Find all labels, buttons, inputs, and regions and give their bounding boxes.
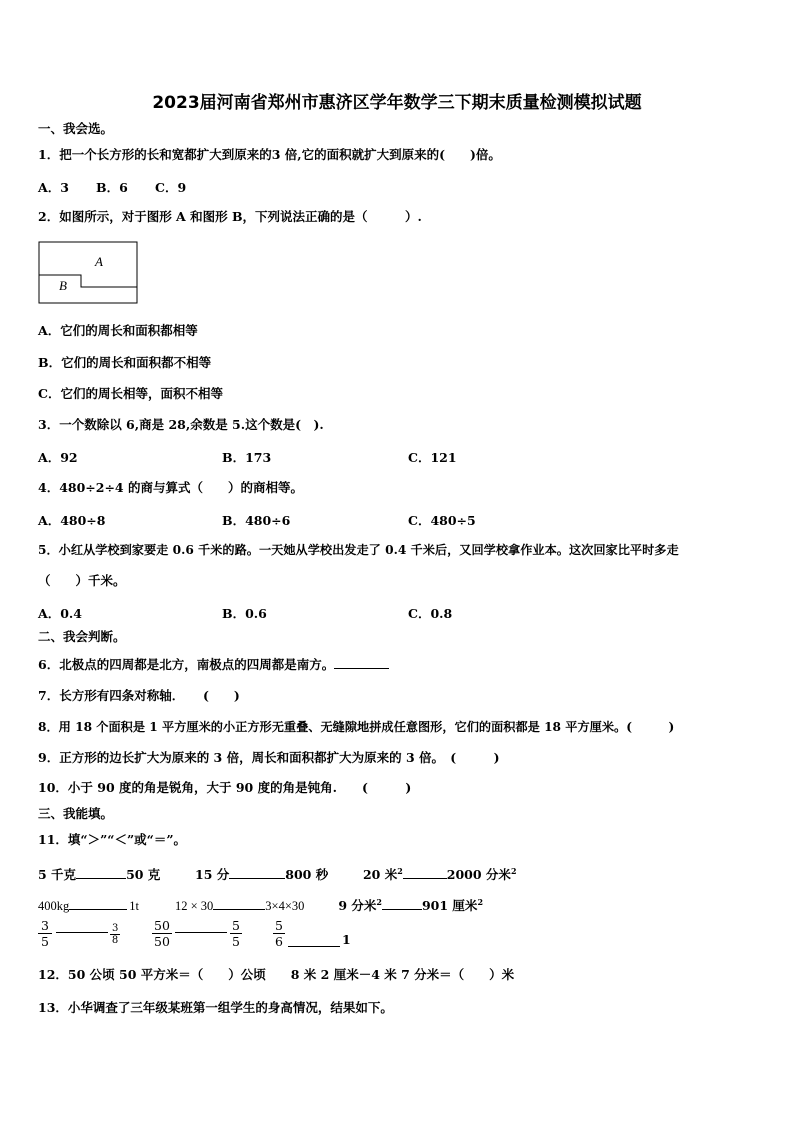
question-13: 13．小华调查了三年级某班第一组学生的身高情况，结果如下。: [38, 1000, 393, 1015]
q11-row-1: [38, 863, 517, 883]
fraction-denominator: 5: [41, 934, 49, 949]
page-title: 2023届河南省郑州市惠济区学年数学三下期末质量检测模拟试题: [152, 93, 642, 113]
q11-r3-b-blank[interactable]: [175, 931, 227, 933]
q11-r1-c-right-exp: 2: [510, 866, 517, 876]
q5-option-b: B．0.6: [222, 606, 267, 621]
question-6-text: 6．北极点的四周都是北方，南极点的四周都是南方。: [38, 657, 335, 672]
figure-label-b: B: [59, 278, 67, 293]
q11-r2-a-right: 1t: [129, 899, 139, 914]
q1-option-a: A．3: [38, 180, 69, 195]
question-5-line-1: 5．小红从学校到家要走 0.6 千米的路。一天她从学校出发走了 0.4 千米后，又回学校拿作业本。这次回家比平时多走: [38, 543, 679, 557]
q11-r1-a-right: 50 克: [126, 867, 161, 883]
question-8: 8．用 18 个面积是 1 平方厘米的小正方形无重叠、无缝隙地拼成任意图形，它们的面积都是 18 平方厘米。( ): [38, 720, 675, 734]
q11-r2-c-right-exp: 2: [477, 897, 484, 907]
q11-r1-c-left: 20 米: [362, 867, 398, 883]
question-5-line-2: （ ）千米。: [38, 573, 126, 588]
q11-r1-b-right: 800 秒: [285, 867, 329, 883]
q2-option-a: A．它们的周长和面积都相等: [38, 323, 198, 338]
fraction-denominator: 6: [275, 934, 283, 949]
fraction-numerator: 5: [230, 918, 242, 934]
fraction-5-6: [273, 918, 285, 949]
q5-option-c: C．0.8: [408, 606, 453, 621]
question-6: [38, 656, 389, 673]
q11-r2-a-left: 400kg: [38, 899, 70, 914]
q11-r2-b-blank[interactable]: [213, 897, 265, 910]
q11-r2-c-left-exp: 2: [376, 897, 382, 907]
fraction-denominator: 5: [232, 934, 240, 949]
q6-answer-blank[interactable]: [334, 656, 389, 669]
fraction-50-50: [152, 918, 172, 949]
question-2: 2．如图所示，对于图形 A 和图形 B，下列说法正确的是（ ）.: [38, 209, 422, 224]
fraction-denominator: 8: [111, 935, 119, 946]
q11-r2-a-blank[interactable]: [69, 897, 127, 910]
q11-r1-c-left-exp: 2: [397, 866, 403, 876]
question-3: 3．一个数除以 6,商是 28,余数是 5.这个数是( ).: [38, 417, 324, 432]
fraction-numerator: 50: [152, 918, 172, 934]
q11-r1-a-left: 5 千克: [38, 867, 77, 883]
q2-option-c: C．它们的周长相等，面积不相等: [38, 386, 223, 401]
section-2-heading: 二、我会判断。: [38, 629, 126, 644]
question-10: 10．小于 90 度的角是锐角，大于 90 度的角是钝角. ( ): [38, 780, 412, 795]
q1-option-c: C．9: [155, 180, 187, 195]
question-12: 12．50 公顷 50 平方米＝（ ）公顷 8 米 2 厘米－4 米 7 分米＝（ ）米: [38, 967, 515, 982]
q11-r2-c-blank[interactable]: [382, 897, 422, 910]
q4-option-c: C．480÷5: [408, 513, 476, 528]
q11-r2-b-right: 3×4×30: [265, 899, 305, 914]
question-9: 9．正方形的边长扩大为原来的 3 倍，周长和面积都扩大为原来的 3 倍。 ( ): [38, 750, 500, 765]
q5-option-a: A．0.4: [38, 606, 82, 621]
fraction-3-5: [38, 918, 52, 949]
q11-r2-b-left: 12 × 30: [174, 899, 214, 914]
fraction-numerator: 5: [273, 918, 285, 934]
q11-r3-c-right: 1: [342, 932, 351, 947]
section-3-heading: 三、我能填。: [38, 806, 114, 821]
q4-option-a: A．480÷8: [38, 513, 106, 528]
question-7: 7．长方形有四条对称轴． ( ): [38, 688, 240, 703]
fraction-denominator: 50: [154, 934, 170, 949]
q11-r1-c-right: 2000 分米: [446, 867, 511, 883]
figure-label-a: A: [95, 254, 103, 269]
question-4: 4．480÷2÷4 的商与算式（ ）的商相等。: [38, 480, 303, 495]
q1-option-b: B．6: [96, 180, 128, 195]
q4-option-b: B．480÷6: [222, 513, 291, 528]
fraction-numerator: 3: [112, 923, 119, 934]
question-11: 11．填“＞”“＜”或“＝”。: [38, 832, 187, 847]
q11-r3-c-blank[interactable]: [288, 945, 340, 947]
q2-option-b: B．它们的周长和面积都不相等: [38, 355, 212, 370]
q3-option-b: B．173: [222, 450, 272, 465]
q11-r1-b-blank[interactable]: [229, 866, 285, 879]
figure-a-b: [38, 241, 140, 306]
q11-r1-b-left: 15 分: [195, 867, 230, 883]
q11-r3-a-blank[interactable]: [56, 931, 108, 933]
q11-r1-a-blank[interactable]: [76, 866, 126, 879]
q11-row-2: [38, 894, 483, 914]
fraction-5-5: [230, 918, 242, 949]
q11-r2-c-left: 9 分米: [338, 898, 377, 914]
q11-r1-c-blank[interactable]: [403, 866, 447, 879]
fraction-numerator: 3: [38, 918, 52, 934]
section-1-heading: 一、我会选。: [38, 121, 114, 136]
q11-r2-c-right: 901 厘米: [421, 898, 478, 914]
q3-option-c: C．121: [408, 450, 457, 465]
question-1: 1．把一个长方形的长和宽都扩大到原来的3 倍,它的面积就扩大到原来的( )倍。: [38, 147, 501, 162]
q3-option-a: A．92: [38, 450, 78, 465]
fraction-3-8: [110, 923, 120, 946]
